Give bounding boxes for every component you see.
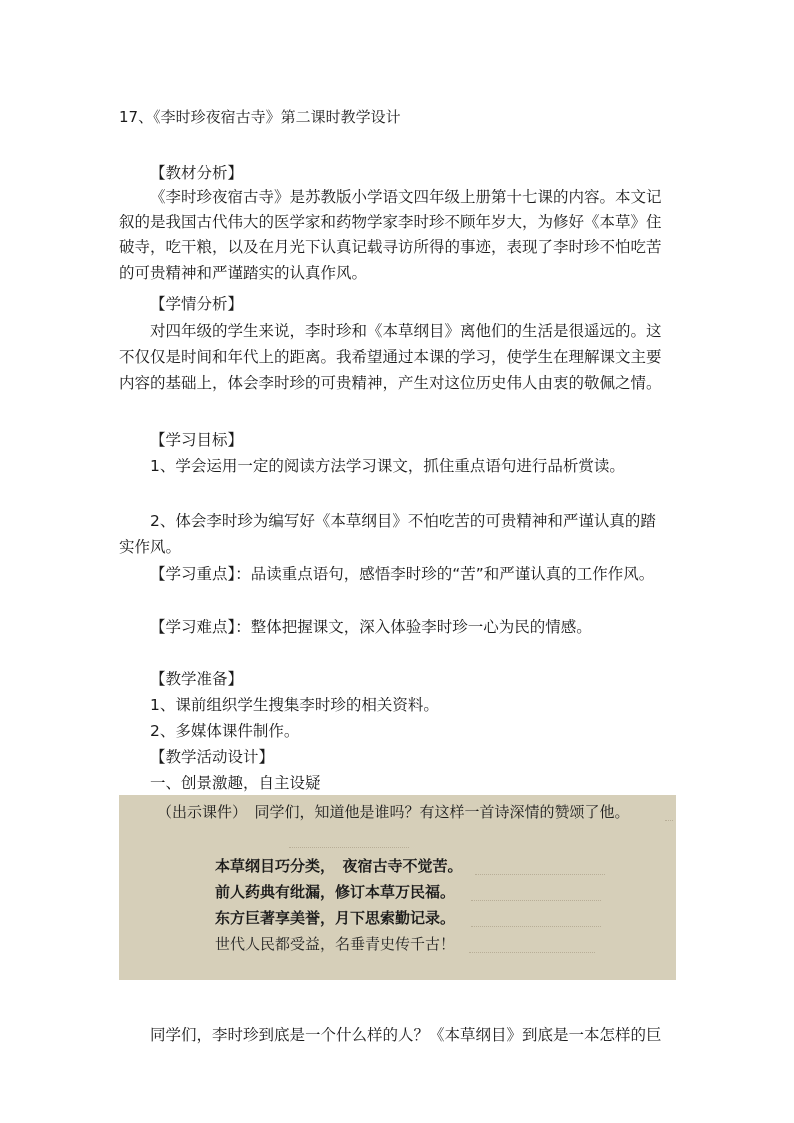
- key-point: 【学习重点】：品读重点语句，感悟李时珍的“苦”和严谨认真的工作作风。: [150, 565, 655, 583]
- poem-line-3: 东方巨著享美誉，月下思索勤记录。: [215, 909, 456, 927]
- dotted-underline: [471, 899, 601, 901]
- slide-box: [119, 795, 676, 980]
- objective-item-2-line-1: 2、体会李时珍为编写好《本草纲目》不怕吃苦的可贵精神和严谨认真的踏: [150, 512, 656, 530]
- document-title: 17、《李时珍夜宿古寺》第二课时教学设计: [119, 108, 401, 126]
- closing-paragraph-line: 同学们，李时珍到底是一个什么样的人？《本草纲目》到底是一本怎样的巨: [150, 1026, 662, 1044]
- objective-item-2-line-2: 实作风。: [119, 538, 182, 556]
- dotted-underline: [665, 819, 673, 821]
- section-heading-preparation: 【教学准备】: [150, 670, 244, 688]
- activity-step-1: 一、创景激趣，自主设疑: [150, 774, 321, 792]
- poem-line-2: 前人药典有纰漏，修订本草万民福。: [215, 883, 456, 901]
- paragraph-line: 叙的是我国古代伟大的医学家和药物学家李时珍不顾年岁大，为修好《本草》住: [119, 213, 662, 231]
- section-heading-student-analysis: 【学情分析】: [150, 295, 244, 313]
- slide-intro-text: （出示课件） 同学们，知道他是谁吗？有这样一首诗深情的赞颂了他。: [157, 803, 630, 821]
- preparation-item-2: 2、多媒体课件制作。: [150, 722, 300, 740]
- paragraph-line: 不仅仅是时间和年代上的距离。我希望通过本课的学习，使学生在理解课文主要: [119, 348, 662, 366]
- section-heading-activity: 【教学活动设计】: [150, 748, 275, 766]
- dotted-underline: [469, 951, 595, 953]
- paragraph-line: 内容的基础上，体会李时珍的可贵精神，产生对这位历史伟人由衷的敬佩之情。: [119, 374, 662, 392]
- paragraph-line: 对四年级的学生来说，李时珍和《本草纲目》离他们的生活是很遥远的。这: [150, 322, 662, 340]
- paragraph-line: 破寺，吃干粮，以及在月光下认真记载寻访所得的事迹，表现了李时珍不怕吃苦: [119, 238, 662, 256]
- difficulty: 【学习难点】：整体把握课文，深入体验李时珍一心为民的情感。: [150, 618, 592, 636]
- paragraph-line: 《李时珍夜宿古寺》是苏教版小学语文四年级上册第十七课的内容。本文记: [150, 188, 662, 206]
- objective-item-1: 1、学会运用一定的阅读方法学习课文，抓住重点语句进行品析赏读。: [150, 457, 625, 475]
- dotted-underline: [289, 846, 409, 848]
- poem-line-4: 世代人民都受益，名垂青史传千古！: [215, 935, 456, 953]
- section-heading-textbook-analysis: 【教材分析】: [150, 164, 244, 182]
- dotted-underline: [471, 925, 601, 927]
- poem-line-1: 本草纲目巧分类， 夜宿古寺不觉苦。: [215, 857, 463, 875]
- preparation-item-1: 1、课前组织学生搜集李时珍的相关资料。: [150, 696, 439, 714]
- paragraph-line: 的可贵精神和严谨踏实的认真作风。: [119, 264, 368, 282]
- dotted-underline: [475, 873, 605, 875]
- section-heading-objectives: 【学习目标】: [150, 431, 244, 449]
